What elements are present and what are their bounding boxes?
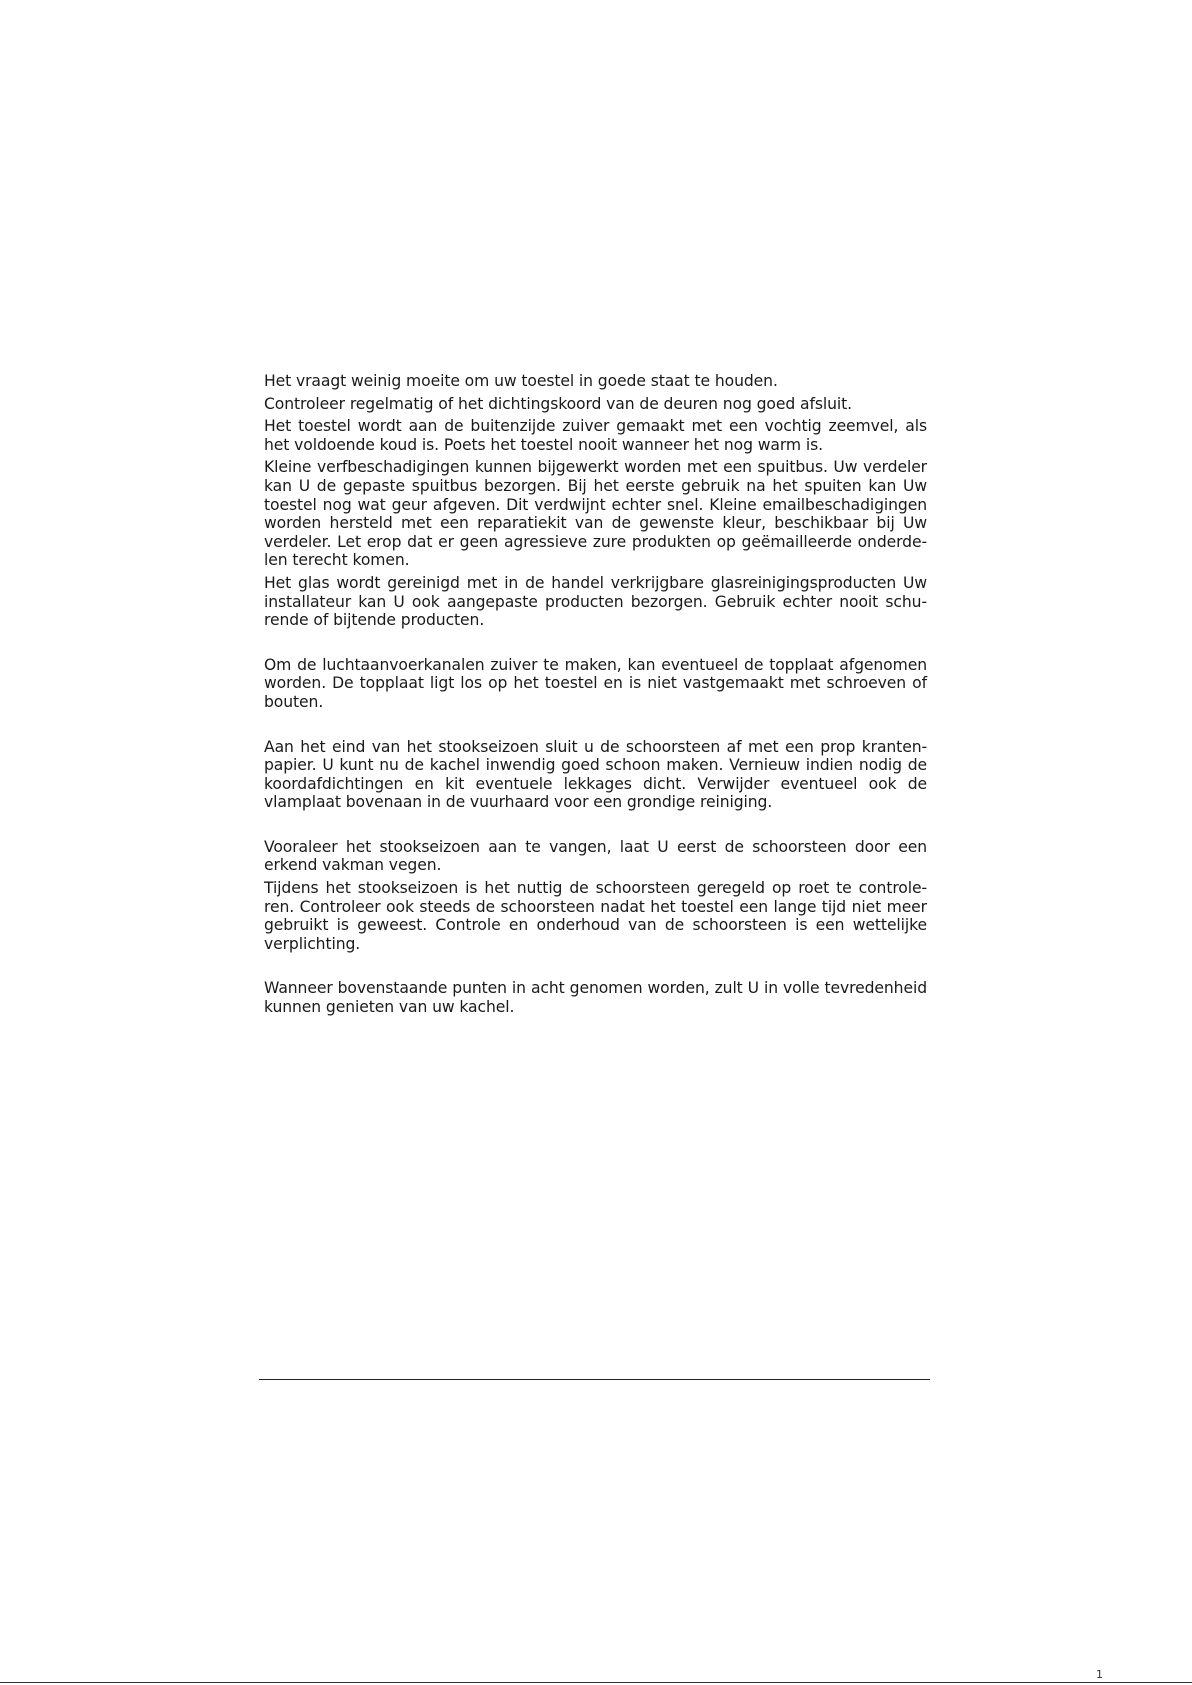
- paragraph-paint-damage: Kleine verfbeschadigingen kunnen bijgewerkt worden met een spuitbus. Uw verdeler kan U de gepaste spuitbus bezorgen. Bij het eerste gebruik na het spuiten kan Uw toestel nog wat geur afgeven. Dit verdwijnt echter snel. Kleine emailbeschadigingen worden hersteld met een reparatiekit van de gewenste kleur, beschikbaar bij Uw verdeler. Let erop dat er geen agressieve zure produkten op geëmailleerde onderde- len terecht komen.: [264, 458, 927, 570]
- paragraph-glass-cleaning: Het glas wordt gereinigd met in de handel verkrijgbare glasreinigingsproducten Uw installateur kan U ook aangepaste producten bezorgen. Gebruik echter nooit schu- rende of bijtende producten.: [264, 573, 927, 630]
- paragraph-closing: Wanneer bovenstaande punten in acht genomen worden, zult U in volle tevredenheid kunnen genieten van uw kachel.: [264, 979, 927, 1017]
- paragraph-general-care: Het vraagt weinig moeite om uw toestel in goede staat te houden.: [264, 372, 778, 390]
- paragraph-air-channels: Om de luchtaanvoerkanalen zuiver te maken, kan eventueel de topplaat afgenomen worden. De topplaat ligt los op het toestel en is niet vastgemaakt met schroeven of bouten.: [264, 655, 927, 711]
- maintenance-text-block: [264, 372, 927, 1021]
- paragraph-exterior-cleaning: Het toestel wordt aan de buitenzijde zuiver gemaakt met een vochtig zeemvel, als het voldoende koud is. Poets het toestel nooit wanneer het nog warm is.: [264, 417, 927, 454]
- paragraph-door-seal: Controleer regelmatig of het dichtingskoord van de deuren nog goed afsluit.: [264, 394, 852, 413]
- page-number: 1: [1096, 1668, 1103, 1681]
- page-bottom-edge: [0, 1682, 1192, 1683]
- paragraph-chimney-sweep: Vooraleer het stookseizoen aan te vangen, laat U eerst de schoorsteen door een erkend vakman vegen.: [264, 837, 927, 875]
- footer-divider: [259, 1379, 930, 1380]
- paragraph-chimney-check: Tijdens het stookseizoen is het nuttig de schoorsteen geregeld op roet te controle- ren. Controleer ook steeds de schoorsteen nadat het toestel een lange tijd niet meer gebruikt is geweest. Controle en onderhoud van de schoorsteen is een wettelijke verplichting.: [264, 879, 927, 953]
- paragraph-season-end: Aan het eind van het stookseizoen sluit u de schoorsteen af met een prop kranten- papier. U kunt nu de kachel inwendig goed schoon maken. Vernieuw indien nodig de koordafdichtingen en kit eventuele lekkages dicht. Verwijder eventueel ook de vlamplaat bovenaan in de vuurhaard voor een grondige reiniging.: [264, 737, 927, 812]
